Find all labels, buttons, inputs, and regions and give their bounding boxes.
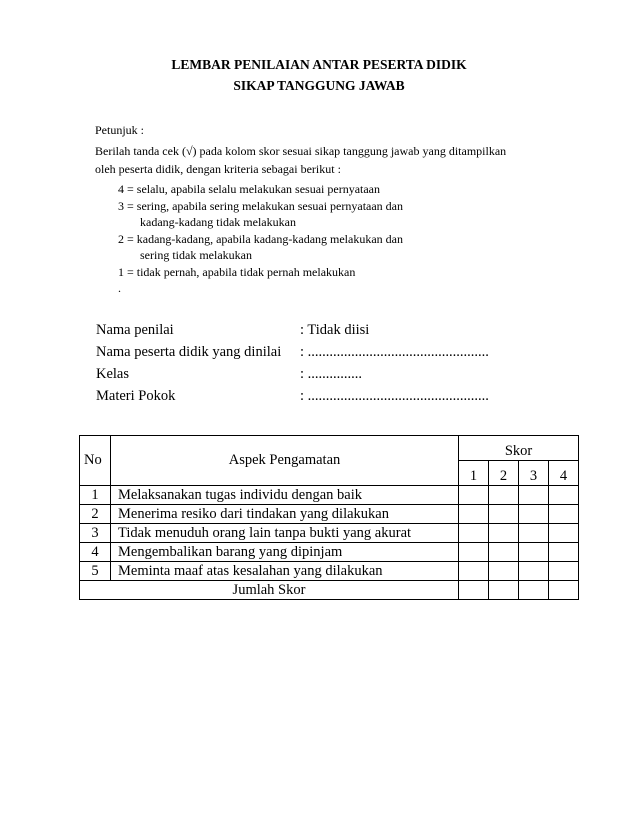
table-row: [80, 543, 579, 562]
row-aspek: Tidak menuduh orang lain tanpa bukti yang akurat: [111, 524, 459, 543]
row-no: 1: [80, 486, 111, 505]
info-row-kelas: [96, 363, 489, 385]
score-cell[interactable]: [459, 543, 489, 562]
table-row: [80, 486, 579, 505]
row-aspek: Menerima resiko dari tindakan yang dilakukan: [111, 505, 459, 524]
table-row: [80, 505, 579, 524]
header-skor: Skor: [459, 436, 579, 461]
criteria-2-continued: sering tidak melakukan: [140, 248, 252, 262]
score-cell[interactable]: [459, 505, 489, 524]
score-cell[interactable]: [459, 562, 489, 581]
info-section: [96, 319, 489, 407]
total-cell[interactable]: [549, 581, 579, 600]
info-value: : Tidak diisi: [300, 322, 370, 338]
row-no: 3: [80, 524, 111, 543]
total-row: [80, 581, 579, 600]
header-skor-4: 4: [549, 461, 579, 486]
info-label: Nama peserta didik yang dinilai: [96, 344, 282, 360]
document-title-line1: LEMBAR PENILAIAN ANTAR PESERTA DIDIK: [171, 57, 467, 72]
score-table: [79, 435, 579, 600]
score-cell[interactable]: [489, 524, 519, 543]
info-label: Materi Pokok: [96, 388, 176, 404]
info-label: Kelas: [96, 366, 130, 382]
row-no: 2: [80, 505, 111, 524]
score-cell[interactable]: [519, 486, 549, 505]
info-label: Nama penilai: [96, 322, 174, 338]
instructions-text-line2: oleh peserta didik, dengan kriteria sebagai berikut :: [95, 162, 341, 176]
header-skor-2: 2: [489, 461, 519, 486]
criteria-end-dot: .: [118, 281, 121, 295]
criteria-3-continued: kadang-kadang tidak melakukan: [140, 215, 296, 229]
total-cell[interactable]: [519, 581, 549, 600]
info-row-materi: [96, 385, 489, 407]
row-no: 5: [80, 562, 111, 581]
score-cell[interactable]: [549, 543, 579, 562]
info-value: : ..................................................: [300, 388, 489, 404]
score-cell[interactable]: [549, 524, 579, 543]
header-skor-1: 1: [459, 461, 489, 486]
total-cell[interactable]: [459, 581, 489, 600]
document-title-line2: SIKAP TANGGUNG JAWAB: [233, 78, 405, 93]
info-value: : ...............: [300, 366, 363, 382]
instructions-heading: Petunjuk :: [95, 123, 145, 137]
score-cell[interactable]: [549, 505, 579, 524]
score-cell[interactable]: [489, 562, 519, 581]
table-row: [80, 524, 579, 543]
score-cell[interactable]: [549, 486, 579, 505]
criteria-1: 1 = tidak pernah, apabila tidak pernah melakukan: [118, 264, 356, 279]
criteria-list: [118, 181, 403, 297]
criteria-2: 2 = kadang-kadang, apabila kadang-kadang melakukan dan: [118, 231, 403, 246]
score-cell[interactable]: [459, 486, 489, 505]
score-cell[interactable]: [549, 562, 579, 581]
row-aspek: Melaksanakan tugas individu dengan baik: [111, 486, 459, 505]
score-cell[interactable]: [489, 543, 519, 562]
score-cell[interactable]: [489, 505, 519, 524]
row-aspek: Meminta maaf atas kesalahan yang dilakukan: [111, 562, 459, 581]
info-row-peserta: [96, 341, 489, 363]
row-no: 4: [80, 543, 111, 562]
header-skor-3: 3: [519, 461, 549, 486]
info-value: : ..................................................: [300, 344, 489, 360]
score-cell[interactable]: [459, 524, 489, 543]
criteria-3: 3 = sering, apabila sering melakukan sesuai pernyataan dan: [118, 198, 403, 213]
header-aspek: Aspek Pengamatan: [111, 436, 459, 486]
total-cell[interactable]: [489, 581, 519, 600]
score-cell[interactable]: [519, 543, 549, 562]
criteria-4: 4 = selalu, apabila selalu melakukan sesuai pernyataan: [118, 182, 381, 196]
score-cell[interactable]: [519, 505, 549, 524]
table-row: [80, 562, 579, 581]
info-row-penilai: [96, 319, 489, 341]
score-cell[interactable]: [519, 524, 549, 543]
row-aspek: Mengembalikan barang yang dipinjam: [111, 543, 459, 562]
score-cell[interactable]: [489, 486, 519, 505]
table-header-row: [80, 436, 579, 461]
score-cell[interactable]: [519, 562, 549, 581]
header-no: No: [80, 436, 111, 486]
instructions-text-line1: Berilah tanda cek (√) pada kolom skor sesuai sikap tanggung jawab yang ditampilkan: [95, 144, 507, 158]
total-label: Jumlah Skor: [80, 581, 459, 600]
